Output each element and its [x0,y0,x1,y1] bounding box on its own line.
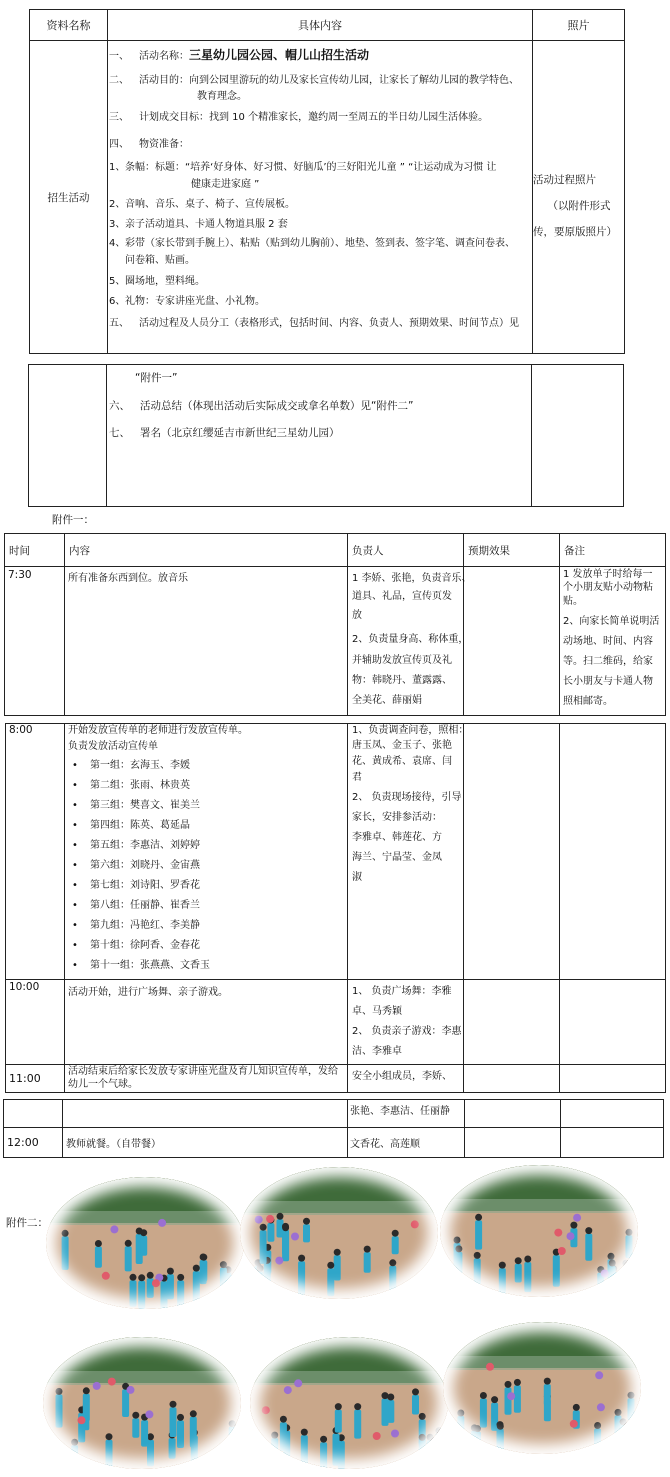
note-800 [560,724,666,980]
activity-photo-2 [240,1167,438,1299]
attachment-ref: “附件一” [135,372,178,384]
activity-photo-6 [443,1322,641,1454]
second-photo-cell [532,365,624,507]
item-4-5: 5、圈场地，塑料绳。 [109,276,205,287]
item-4-2: 2、音响、音乐、桌子、椅子、宣传展板。 [109,199,295,210]
note-1000 [560,980,666,1065]
content-730: 所有准备东西到位。放音乐 [65,567,348,716]
expected-1000 [464,980,560,1065]
top-table [29,9,625,354]
table-row [6,980,666,1065]
time-800: 8:00 [6,724,65,980]
row-name-recruitment: 招生活动 [30,41,108,354]
second-content-cell [107,365,532,507]
activity-photo-4 [43,1337,241,1469]
second-empty-cell [29,365,107,507]
item-4-6: 6、礼物：专家讲座光盘、小礼物。 [109,296,265,307]
header-owner: 负责人 [348,534,464,567]
table-row [4,1100,664,1128]
item-6: 六、 活动总结（体现出活动后实际成交或拿名单数）见“附件二” [109,400,414,412]
tail-owner-1: 张艳、李惠洁、任丽静 [348,1100,465,1128]
item-3: 三、 计划成交目标：找到 10 个精准家长，邀约周一至周五的半日幼儿园生活体验。 [109,112,489,123]
time-730: 7:30 [5,567,65,716]
second-table [28,364,624,507]
tail-table [3,1099,664,1158]
item-4: 四、 物资准备： [109,139,189,150]
owner-1000: 1、 负责广场舞：李雅 卓、马秀颖 2、 负责亲子游戏：李惠 洁、李雅卓 [348,980,464,1065]
table-row [6,1065,666,1093]
content-cell [108,41,533,354]
expected-730 [464,567,560,716]
attachment2-label: 附件二： [6,1217,48,1229]
header-note: 备注 [560,534,666,567]
header-content: 具体内容 [108,10,533,41]
header-time: 时间 [5,534,65,567]
note-1100 [560,1065,666,1093]
owner-1200: 文香花、高莲顺 [348,1128,465,1158]
time-1100: 11:00 [6,1065,65,1093]
item-4-1-cont: 健康走进家庭 ” [191,179,260,190]
item-1: 一、 活动名称：三星幼儿园公园、帽儿山招生活动 [109,48,370,62]
header-photo: 照片 [533,10,625,41]
attachment1-label: 附件一： [52,514,94,526]
item-4-4-cont: 问卷箱、贴画。 [125,255,195,266]
header-material-name: 资料名称 [30,10,108,41]
time-1000: 10:00 [6,980,65,1065]
content-1000: 活动开始，进行广场舞、亲子游戏。 [65,980,348,1065]
table-row [4,1128,664,1158]
photo-note-line-3: 传，要原版照片） [533,226,617,238]
header-expected: 预期效果 [464,534,560,567]
content-1200: 教师就餐。（自带餐） [63,1128,348,1158]
header-content: 内容 [65,534,348,567]
expected-1100 [464,1065,560,1093]
expected-800 [464,724,560,980]
table-row [5,567,666,716]
item-4-1: 1、条幅：标题：“培养‘好身体、好习惯、好脑瓜’的三好阳光儿童 ” “让运动成为习惯 让 [109,162,497,173]
item-2-cont: 教育理念。 [197,91,247,102]
note-730: 1 发放单子时给每一 个小朋友贴小动物粘 贴。 2、向家长简单说明活 动场地、时间、内容 等。扫二维码，给家 长小朋友与卡通人物 照相邮寄。 [560,567,666,716]
item-2: 二、 活动目的：向到公园里游玩的幼儿及家长宣传幼儿园，让家长了解幼儿园的教学特色、 [109,75,519,86]
activity-photo-1 [46,1177,244,1309]
schedule-table-top [4,533,666,716]
activity-photo-5 [250,1337,448,1469]
content-list [109,45,539,334]
owner-800: 1、负责调查问卷，照相： 唐玉凤、金玉子、张艳 花、黄成希、袁席、闫 君 2、 负责现场接待，引导 家长，安排参活动： 李雅卓、韩莲花、方 海兰、宁晶莹、金凤 淑 [348,724,464,980]
schedule-table-bottom [5,723,666,1093]
time-1200: 12:00 [4,1128,63,1158]
content-800: 开始发放宣传单的老师进行发放宣传单。 负责发放活动宣传单 • 第一组：玄海玉、李媛 • 第二组：张雨、林贵英 • 第三组：樊喜文、崔美兰 • 第四组：陈英、葛延晶 • 第五组：李惠洁、刘婷婷 • 第六组：刘晓丹、金宙燕 • 第七组：刘诗阳、罗香花 • 第八组：任丽静、崔香兰 • 第九组：冯艳红、李美静 • 第十组：徐阿香、金春花 • 第十一组：张燕燕、文香玉 [65,724,348,980]
owner-1100: 安全小组成员，李娇、 [348,1065,464,1093]
item-7: 七、 署名（北京红缨延吉市新世纪三星幼儿园） [109,427,340,439]
table-row [6,724,666,980]
photo-note-cell [533,41,625,354]
item-4-4: 4、彩带（家长带到手腕上）、粘贴（贴到幼儿胸前）、地垫、签到表、签字笔、调查问卷表、 [109,238,515,249]
activity-photo-3 [440,1165,638,1297]
photo-note-line-1: 活动过程照片 [533,174,596,186]
content-1100: 活动结束后给家长发放专家讲座光盘及育儿知识宣传单，发给 幼儿一个气球。 [65,1065,348,1093]
owner-730: 1 李娇、张艳，负责音乐、 道具、礼品，宣传页发 放 2、负责量身高、称体重， 并辅助发放宣传页及礼 物：韩晓丹、董露露、 全美花、薛丽娟 [348,567,464,716]
item-5: 五、 活动过程及人员分工（表格形式，包括时间、内容、负责人、预期效果、时间节点）见 [109,318,519,329]
schedule-header-row [5,534,666,567]
photo-note-line-2: （以附件形式 [547,200,611,212]
item-4-3: 3、亲子活动道具、卡通人物道具服 2 套 [109,219,288,230]
